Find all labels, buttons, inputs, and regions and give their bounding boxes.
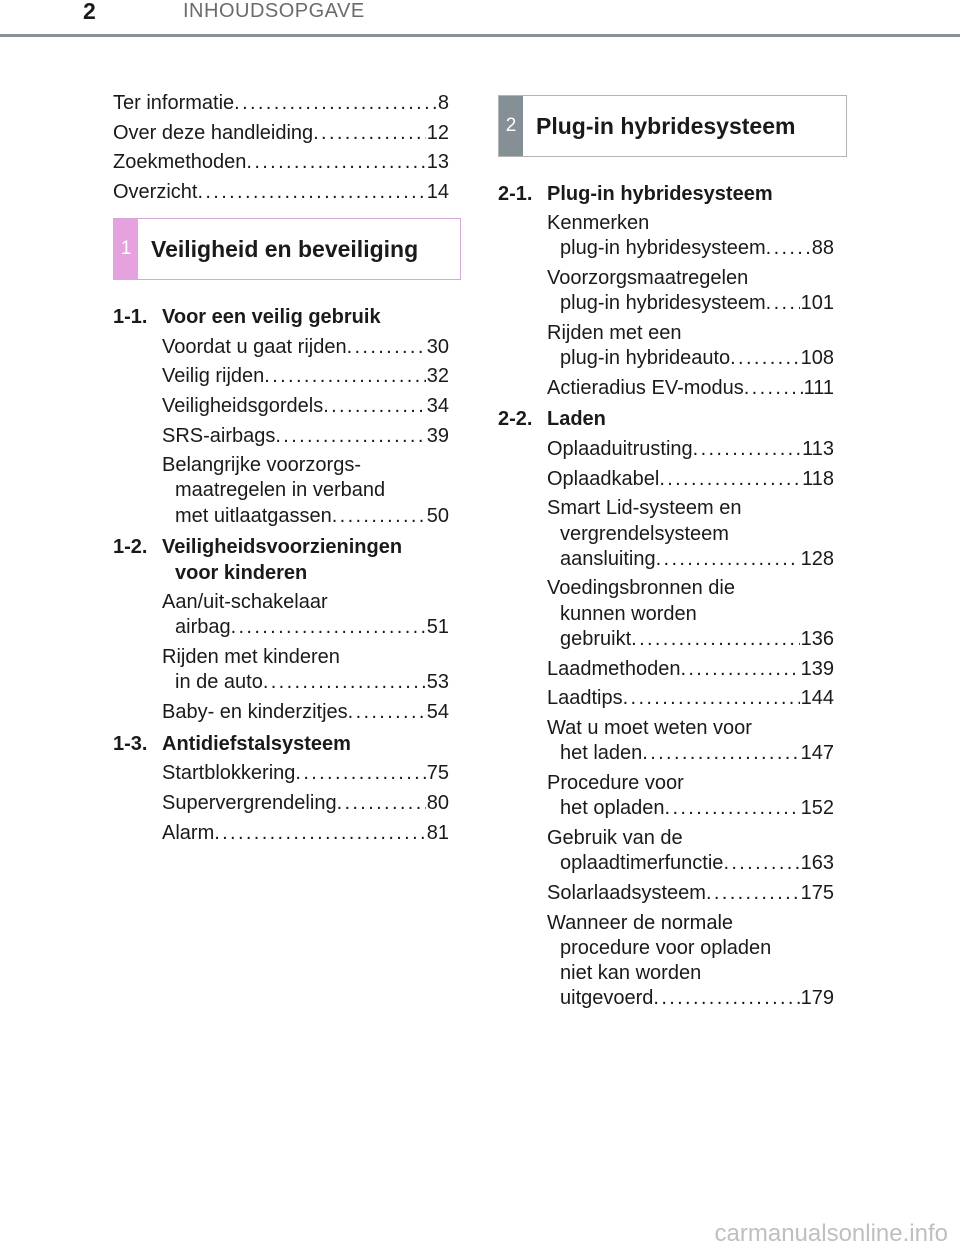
chapter-number-tab: 2 bbox=[499, 96, 523, 156]
toc-entry[interactable]: in de auto . . . 53 bbox=[175, 669, 449, 695]
toc-entry[interactable]: Laadmethoden . . . 139 bbox=[547, 656, 834, 682]
section-title: Laden bbox=[547, 408, 606, 430]
chapter-1-header[interactable] bbox=[113, 218, 461, 280]
section-number: 2-1. bbox=[498, 183, 533, 205]
toc-entry-line[interactable]: Voorzorgsmaatregelen bbox=[547, 267, 749, 289]
section-number: 1-3. bbox=[113, 733, 148, 755]
header-rule bbox=[0, 34, 960, 37]
toc-entry-line[interactable]: maatregelen in verband bbox=[175, 479, 386, 501]
chapter-number-tab: 1 bbox=[114, 219, 138, 279]
toc-entry[interactable]: plug-in hybrideauto . . . 108 bbox=[560, 345, 834, 371]
toc-entry-line[interactable]: kunnen worden bbox=[560, 603, 697, 625]
toc-entry[interactable]: Voordat u gaat rijden . . . 30 bbox=[162, 334, 449, 360]
toc-entry[interactable]: Laadtips . . . 144 bbox=[547, 685, 834, 711]
toc-entry-line[interactable]: Aan/uit-schakelaar bbox=[162, 591, 328, 613]
toc-entry-line[interactable]: Smart Lid-systeem en bbox=[547, 497, 742, 519]
toc-entry[interactable]: Ter informatie . . . 8 bbox=[113, 90, 449, 116]
toc-entry[interactable]: aansluiting . . . 128 bbox=[560, 546, 834, 572]
toc-entry[interactable]: Baby- en kinderzitjes . . . 54 bbox=[162, 699, 449, 725]
toc-entry[interactable]: Zoekmethoden . . . 13 bbox=[113, 149, 449, 175]
toc-entry-line[interactable]: Procedure voor bbox=[547, 772, 684, 794]
page-header-title: INHOUDSOPGAVE bbox=[183, 0, 365, 22]
section-title: Plug-in hybridesysteem bbox=[547, 183, 773, 205]
toc-entry-line[interactable]: Rijden met kinderen bbox=[162, 646, 340, 668]
toc-entry-line[interactable]: vergrendelsysteem bbox=[560, 523, 729, 545]
toc-entry[interactable]: airbag . . . 51 bbox=[175, 614, 449, 640]
toc-entry-line[interactable]: Kenmerken bbox=[547, 212, 650, 234]
toc-entry[interactable]: plug-in hybridesysteem . . . 101 bbox=[560, 290, 834, 316]
section-title: Voor een veilig gebruik bbox=[162, 306, 381, 328]
toc-entry-line[interactable]: procedure voor opladen bbox=[560, 937, 772, 959]
toc-entry[interactable]: Overzicht . . . 14 bbox=[113, 179, 449, 205]
toc-entry-line[interactable]: niet kan worden bbox=[560, 962, 702, 984]
toc-entry[interactable]: gebruikt . . . 136 bbox=[560, 626, 834, 652]
toc-entry[interactable]: Oplaaduitrusting . . . 113 bbox=[547, 436, 834, 462]
toc-entry-line[interactable]: Wat u moet weten voor bbox=[547, 717, 752, 739]
toc-entry[interactable]: SRS-airbags . . . 39 bbox=[162, 423, 449, 449]
section-title-cont: voor kinderen bbox=[175, 562, 308, 584]
section-title: Veiligheidsvoorzieningen bbox=[162, 536, 403, 558]
toc-entry[interactable]: oplaadtimerfunctie . . . 163 bbox=[560, 850, 834, 876]
toc-entry[interactable]: Supervergrendeling . . . 80 bbox=[162, 790, 449, 816]
section-number: 1-1. bbox=[113, 306, 148, 328]
toc-entry-line[interactable]: Voedingsbronnen die bbox=[547, 577, 735, 599]
toc-entry[interactable]: Solarlaadsysteem . . . 175 bbox=[547, 880, 834, 906]
toc-entry[interactable]: uitgevoerd . . . 179 bbox=[560, 985, 834, 1011]
chapter-title: Plug-in hybridesysteem bbox=[536, 112, 796, 139]
toc-entry-line[interactable]: Wanneer de normale bbox=[547, 912, 734, 934]
toc-entry[interactable]: Veilig rijden . . . 32 bbox=[162, 363, 449, 389]
chapter-title: Veiligheid en beveiliging bbox=[151, 235, 419, 262]
toc-entry[interactable]: Oplaadkabel . . . 118 bbox=[547, 466, 834, 492]
toc-entry[interactable]: plug-in hybridesysteem . . . 88 bbox=[560, 235, 834, 261]
section-title: Antidiefstalsysteem bbox=[162, 733, 351, 755]
chapter-2-header[interactable] bbox=[498, 95, 847, 157]
page-number: 2 bbox=[83, 0, 96, 24]
toc-entry[interactable]: Veiligheidsgordels . . . 34 bbox=[162, 393, 449, 419]
toc-entry[interactable]: Actieradius EV-modus . . . 111 bbox=[547, 375, 834, 401]
page-header bbox=[0, 0, 960, 38]
section-number: 2-2. bbox=[498, 408, 533, 430]
toc-entry-line[interactable]: Belangrijke voorzorgs- bbox=[162, 454, 361, 476]
toc-entry[interactable]: met uitlaatgassen . . . 50 bbox=[175, 503, 449, 529]
section-number: 1-2. bbox=[113, 536, 148, 558]
toc-entry[interactable]: het opladen . . . 152 bbox=[560, 795, 834, 821]
toc-entry-line[interactable]: Rijden met een bbox=[547, 322, 682, 344]
toc-entry[interactable]: Startblokkering . . . 75 bbox=[162, 760, 449, 786]
watermark: carmanualsonline.info bbox=[714, 1220, 948, 1247]
toc-entry[interactable]: Alarm . . . 81 bbox=[162, 820, 449, 846]
toc-entry-line[interactable]: Gebruik van de bbox=[547, 827, 683, 849]
toc-entry[interactable]: het laden . . . 147 bbox=[560, 740, 834, 766]
toc-entry[interactable]: Over deze handleiding . . . 12 bbox=[113, 120, 449, 146]
